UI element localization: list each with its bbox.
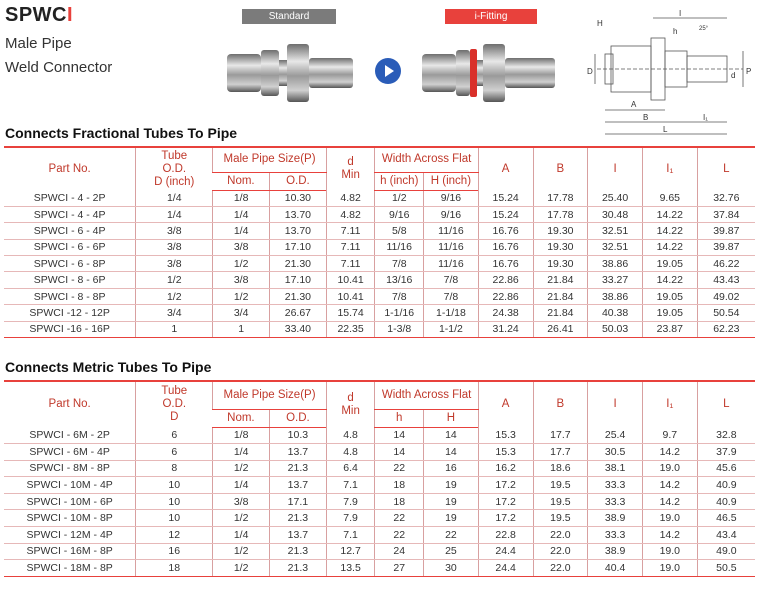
- table-cell: 22: [375, 510, 424, 527]
- table-cell: 21.3: [270, 510, 327, 527]
- table-cell: 21.84: [533, 288, 588, 304]
- header-I: I: [588, 381, 643, 427]
- table-cell: 21.3: [270, 460, 327, 477]
- part-number-cell: SPWCI - 8 - 8P: [4, 288, 136, 304]
- dim-label-A: A: [631, 100, 637, 109]
- table-cell: 24.4: [478, 543, 533, 560]
- table-cell: 38.86: [588, 256, 643, 272]
- table-cell: 17.10: [270, 272, 327, 288]
- table-cell: 46.5: [697, 510, 755, 527]
- table-cell: 22: [375, 527, 424, 544]
- table-cell: 13.7: [270, 527, 327, 544]
- table-row: [4, 477, 755, 494]
- table-cell: 16.2: [478, 460, 533, 477]
- header-nom: Nom.: [213, 409, 270, 427]
- table-cell: 1/2: [375, 190, 424, 206]
- part-number-cell: SPWCI - 12M - 4P: [4, 527, 136, 544]
- table-cell: 21.3: [270, 560, 327, 577]
- table-cell: 19.30: [533, 223, 588, 239]
- table-row: [4, 444, 755, 461]
- table-cell: 9.65: [642, 190, 697, 206]
- table-cell: 7.1: [326, 477, 375, 494]
- table-cell: 14: [424, 427, 479, 444]
- table-cell: 18: [375, 493, 424, 510]
- table-row: [4, 460, 755, 477]
- header-od: O.D.: [270, 409, 327, 427]
- table-cell: 32.76: [697, 190, 755, 206]
- table-cell: 11/16: [424, 223, 479, 239]
- table-cell: 37.84: [697, 206, 755, 222]
- table-cell: 24: [375, 543, 424, 560]
- part-number-cell: SPWCI - 6 - 4P: [4, 223, 136, 239]
- table-cell: 22: [424, 527, 479, 544]
- table-cell: 14.2: [642, 527, 697, 544]
- table-cell: 10.41: [326, 272, 375, 288]
- table-cell: 1/4: [213, 527, 270, 544]
- header-L: L: [697, 147, 755, 190]
- table-cell: 3/8: [136, 223, 213, 239]
- table-row: [4, 190, 755, 206]
- header-B: B: [533, 147, 588, 190]
- part-number-cell: SPWCI - 6 - 6P: [4, 239, 136, 255]
- table-cell: 19.0: [642, 460, 697, 477]
- table-row: [4, 493, 755, 510]
- table-cell: 15.24: [478, 206, 533, 222]
- table-cell: 19: [424, 493, 479, 510]
- dim-label-B: B: [643, 113, 649, 122]
- table-cell: 7.11: [326, 239, 375, 255]
- table-cell: 17.10: [270, 239, 327, 255]
- table-cell: 19.0: [642, 510, 697, 527]
- table-row: [4, 223, 755, 239]
- table-row: [4, 427, 755, 444]
- table-cell: 19.05: [642, 305, 697, 321]
- table-cell: 40.9: [697, 477, 755, 494]
- table-cell: 15.74: [326, 305, 375, 321]
- header-I1: I₁: [642, 147, 697, 190]
- header-L: L: [697, 381, 755, 427]
- table-cell: 25: [424, 543, 479, 560]
- table-row: [4, 288, 755, 304]
- table-cell: 18: [136, 560, 213, 577]
- table-cell: 1-1/2: [424, 321, 479, 337]
- table-cell: 50.5: [697, 560, 755, 577]
- table-row: [4, 272, 755, 288]
- table-cell: 5/8: [375, 223, 424, 239]
- table-cell: 16.76: [478, 256, 533, 272]
- table-cell: 7/8: [424, 288, 479, 304]
- table-cell: 49.02: [697, 288, 755, 304]
- table-cell: 11/16: [424, 239, 479, 255]
- part-number-cell: SPWCI - 8M - 8P: [4, 460, 136, 477]
- title-accent: I: [67, 4, 74, 26]
- table-cell: 9.7: [642, 427, 697, 444]
- table-cell: 45.6: [697, 460, 755, 477]
- header-d-min: d Min: [326, 381, 375, 427]
- table-cell: 31.24: [478, 321, 533, 337]
- header-male-pipe-size: Male Pipe Size(P): [213, 381, 327, 409]
- play-arrow-icon: [375, 58, 401, 84]
- table-cell: 9/16: [424, 206, 479, 222]
- header-part-no: Part No.: [4, 381, 136, 427]
- table-cell: 21.3: [270, 543, 327, 560]
- table-cell: 30.5: [588, 444, 643, 461]
- header-H: H (inch): [424, 172, 479, 190]
- title-main: SPWC: [5, 4, 67, 26]
- table-cell: 1/2: [213, 460, 270, 477]
- table-cell: 3/4: [136, 305, 213, 321]
- table-cell: 23.87: [642, 321, 697, 337]
- part-number-cell: SPWCI - 10M - 4P: [4, 477, 136, 494]
- table-cell: 14.22: [642, 223, 697, 239]
- table-cell: 7/8: [424, 272, 479, 288]
- table-cell: 39.87: [697, 239, 755, 255]
- header-tube-od: Tube O.D. D (inch): [136, 147, 213, 190]
- table-cell: 19.05: [642, 288, 697, 304]
- header-I: I: [588, 147, 643, 190]
- table-cell: 3/8: [136, 239, 213, 255]
- table-cell: 30: [424, 560, 479, 577]
- part-number-cell: SPWCI - 6M - 2P: [4, 427, 136, 444]
- table-cell: 16.76: [478, 223, 533, 239]
- standard-fitting-image: [225, 40, 355, 106]
- table-cell: 40.4: [588, 560, 643, 577]
- table-cell: 22.0: [533, 527, 588, 544]
- table-cell: 6.4: [326, 460, 375, 477]
- table-cell: 19.5: [533, 477, 588, 494]
- table-cell: 1/8: [213, 427, 270, 444]
- table-cell: 46.22: [697, 256, 755, 272]
- table-cell: 32.8: [697, 427, 755, 444]
- header-nom: Nom.: [213, 172, 270, 190]
- subtitle-line-1: Male Pipe: [5, 35, 72, 52]
- header-width-across-flat: Width Across Flat: [375, 147, 478, 172]
- table-cell: 13.70: [270, 223, 327, 239]
- table-cell: 3/8: [213, 272, 270, 288]
- table-cell: 27: [375, 560, 424, 577]
- table-cell: 3/8: [213, 493, 270, 510]
- header-d-min: d Min: [326, 147, 375, 190]
- table-cell: 24.4: [478, 560, 533, 577]
- table-cell: 19.5: [533, 493, 588, 510]
- table-cell: 16: [136, 543, 213, 560]
- table-cell: 1/2: [213, 543, 270, 560]
- table-cell: 22: [375, 460, 424, 477]
- subtitle-line-2: Weld Connector: [5, 59, 113, 76]
- table-cell: 62.23: [697, 321, 755, 337]
- table-cell: 26.41: [533, 321, 588, 337]
- dim-label-h: h: [673, 27, 678, 36]
- table-cell: 7.1: [326, 527, 375, 544]
- table-cell: 14.22: [642, 272, 697, 288]
- table-cell: 16: [424, 460, 479, 477]
- part-number-cell: SPWCI - 4 - 2P: [4, 190, 136, 206]
- header-h: h: [375, 409, 424, 427]
- table-cell: 1/2: [213, 288, 270, 304]
- table-cell: 11/16: [375, 239, 424, 255]
- table-cell: 4.82: [326, 206, 375, 222]
- fractional-table: [4, 146, 755, 338]
- table-cell: 9/16: [375, 206, 424, 222]
- table-row: [4, 527, 755, 544]
- table-cell: 33.27: [588, 272, 643, 288]
- table-cell: 33.3: [588, 493, 643, 510]
- table-cell: 21.84: [533, 305, 588, 321]
- table-cell: 26.67: [270, 305, 327, 321]
- table-cell: 33.3: [588, 527, 643, 544]
- part-number-cell: SPWCI - 8 - 6P: [4, 272, 136, 288]
- table-cell: 1-1/18: [424, 305, 479, 321]
- table-cell: 10.41: [326, 288, 375, 304]
- table-cell: 14.2: [642, 493, 697, 510]
- table-cell: 3/8: [213, 239, 270, 255]
- table-cell: 17.7: [533, 444, 588, 461]
- table-cell: 18: [375, 477, 424, 494]
- table-cell: 38.86: [588, 288, 643, 304]
- header-tube-od: Tube O.D. D: [136, 381, 213, 427]
- product-title: [5, 4, 73, 27]
- table-cell: 10: [136, 510, 213, 527]
- part-number-cell: SPWCI - 6M - 4P: [4, 444, 136, 461]
- dimension-drawing: [583, 6, 755, 140]
- table-cell: 1/4: [136, 206, 213, 222]
- table-cell: 17.78: [533, 206, 588, 222]
- dim-label-D: D: [587, 67, 593, 76]
- dim-label-H: H: [597, 19, 603, 28]
- table-cell: 7/8: [375, 288, 424, 304]
- table-cell: 13.5: [326, 560, 375, 577]
- table-cell: 14.2: [642, 444, 697, 461]
- table-cell: 7/8: [375, 256, 424, 272]
- header-od: O.D.: [270, 172, 327, 190]
- part-number-cell: SPWCI - 4 - 4P: [4, 206, 136, 222]
- table-cell: 14.22: [642, 239, 697, 255]
- dim-label-angle: 25°: [699, 26, 709, 32]
- table-cell: 4.8: [326, 427, 375, 444]
- table-cell: 8: [136, 460, 213, 477]
- table-row: [4, 543, 755, 560]
- table-cell: 1/4: [213, 477, 270, 494]
- header-I1: I₁: [642, 381, 697, 427]
- fractional-section-title: Connects Fractional Tubes To Pipe: [5, 125, 238, 141]
- table-cell: 22.86: [478, 272, 533, 288]
- table-cell: 4.82: [326, 190, 375, 206]
- table-cell: 22.0: [533, 560, 588, 577]
- table-cell: 17.2: [478, 510, 533, 527]
- ifitting-image: [420, 40, 560, 106]
- header-width-across-flat: Width Across Flat: [375, 381, 478, 409]
- header-A: A: [478, 147, 533, 190]
- header-h: h (inch): [375, 172, 424, 190]
- table-cell: 1: [136, 321, 213, 337]
- table-cell: 1/4: [213, 223, 270, 239]
- table-row: [4, 206, 755, 222]
- table-cell: 1-1/16: [375, 305, 424, 321]
- table-cell: 1/4: [136, 190, 213, 206]
- table-cell: 12.7: [326, 543, 375, 560]
- dim-label-L: L: [663, 125, 668, 134]
- table-cell: 11/16: [424, 256, 479, 272]
- table-cell: 10.3: [270, 427, 327, 444]
- part-number-cell: SPWCI -16 - 16P: [4, 321, 136, 337]
- table-cell: 38.9: [588, 510, 643, 527]
- table-cell: 14.22: [642, 206, 697, 222]
- table-cell: 43.43: [697, 272, 755, 288]
- table-cell: 16.76: [478, 239, 533, 255]
- table-cell: 3/8: [136, 256, 213, 272]
- table-cell: 14: [424, 444, 479, 461]
- table-cell: 17.78: [533, 190, 588, 206]
- table-cell: 1/4: [213, 206, 270, 222]
- table-cell: 1/2: [136, 272, 213, 288]
- table-cell: 19.05: [642, 256, 697, 272]
- table-cell: 38.1: [588, 460, 643, 477]
- table-cell: 4.8: [326, 444, 375, 461]
- dim-label-I: I: [679, 9, 682, 18]
- table-row: [4, 560, 755, 577]
- table-cell: 19.0: [642, 560, 697, 577]
- metric-table: [4, 380, 755, 577]
- table-cell: 14: [375, 444, 424, 461]
- table-cell: 22.0: [533, 543, 588, 560]
- table-cell: 10: [136, 493, 213, 510]
- table-cell: 19.0: [642, 543, 697, 560]
- table-cell: 32.51: [588, 223, 643, 239]
- table-row: [4, 256, 755, 272]
- table-row: [4, 510, 755, 527]
- table-row: [4, 239, 755, 255]
- table-cell: 19.30: [533, 239, 588, 255]
- table-cell: 17.2: [478, 477, 533, 494]
- part-number-cell: SPWCI - 10M - 6P: [4, 493, 136, 510]
- table-cell: 40.38: [588, 305, 643, 321]
- table-cell: 14: [375, 427, 424, 444]
- table-cell: 17.2: [478, 493, 533, 510]
- ifitting-tag: i-Fitting: [445, 9, 537, 24]
- dim-label-I1: I₁: [703, 113, 708, 122]
- table-cell: 1: [213, 321, 270, 337]
- header-H: H: [424, 409, 479, 427]
- header-male-pipe-size: Male Pipe Size(P): [213, 147, 327, 172]
- table-row: [4, 305, 755, 321]
- table-cell: 38.9: [588, 543, 643, 560]
- table-cell: 17.1: [270, 493, 327, 510]
- table-cell: 1/4: [213, 444, 270, 461]
- table-cell: 22.8: [478, 527, 533, 544]
- table-cell: 6: [136, 427, 213, 444]
- table-cell: 1/2: [213, 510, 270, 527]
- table-cell: 14.2: [642, 477, 697, 494]
- table-cell: 40.9: [697, 493, 755, 510]
- table-cell: 13.70: [270, 206, 327, 222]
- table-cell: 25.40: [588, 190, 643, 206]
- table-cell: 37.9: [697, 444, 755, 461]
- table-cell: 6: [136, 444, 213, 461]
- table-cell: 43.4: [697, 527, 755, 544]
- table-cell: 13.7: [270, 477, 327, 494]
- table-cell: 17.7: [533, 427, 588, 444]
- table-cell: 32.51: [588, 239, 643, 255]
- table-cell: 12: [136, 527, 213, 544]
- table-cell: 15.24: [478, 190, 533, 206]
- table-cell: 1/2: [136, 288, 213, 304]
- table-cell: 1/8: [213, 190, 270, 206]
- table-cell: 1/2: [213, 560, 270, 577]
- part-number-cell: SPWCI - 18M - 8P: [4, 560, 136, 577]
- table-cell: 25.4: [588, 427, 643, 444]
- table-cell: 1-3/8: [375, 321, 424, 337]
- table-cell: 21.30: [270, 256, 327, 272]
- table-row: [4, 321, 755, 337]
- table-cell: 50.54: [697, 305, 755, 321]
- header-A: A: [478, 381, 533, 427]
- standard-tag: Standard: [242, 9, 336, 24]
- table-cell: 22.35: [326, 321, 375, 337]
- table-cell: 10.30: [270, 190, 327, 206]
- table-cell: 30.48: [588, 206, 643, 222]
- table-cell: 49.0: [697, 543, 755, 560]
- header-B: B: [533, 381, 588, 427]
- table-cell: 50.03: [588, 321, 643, 337]
- table-cell: 19: [424, 477, 479, 494]
- metric-section-title: Connects Metric Tubes To Pipe: [5, 359, 212, 375]
- table-cell: 7.9: [326, 510, 375, 527]
- table-cell: 1/2: [213, 256, 270, 272]
- table-cell: 7.11: [326, 223, 375, 239]
- table-cell: 9/16: [424, 190, 479, 206]
- part-number-cell: SPWCI - 10M - 8P: [4, 510, 136, 527]
- dim-label-P: P: [746, 67, 752, 76]
- table-cell: 19.5: [533, 510, 588, 527]
- table-cell: 18.6: [533, 460, 588, 477]
- dim-label-d: d: [731, 71, 736, 80]
- part-number-cell: SPWCI -12 - 12P: [4, 305, 136, 321]
- table-cell: 19: [424, 510, 479, 527]
- table-cell: 19.30: [533, 256, 588, 272]
- part-number-cell: SPWCI - 6 - 8P: [4, 256, 136, 272]
- table-cell: 15.3: [478, 427, 533, 444]
- table-cell: 21.30: [270, 288, 327, 304]
- table-cell: 13/16: [375, 272, 424, 288]
- table-cell: 24.38: [478, 305, 533, 321]
- table-cell: 33.40: [270, 321, 327, 337]
- part-number-cell: SPWCI - 16M - 8P: [4, 543, 136, 560]
- table-cell: 3/4: [213, 305, 270, 321]
- table-cell: 15.3: [478, 444, 533, 461]
- table-cell: 21.84: [533, 272, 588, 288]
- table-cell: 7.11: [326, 256, 375, 272]
- table-cell: 39.87: [697, 223, 755, 239]
- table-cell: 10: [136, 477, 213, 494]
- table-cell: 7.9: [326, 493, 375, 510]
- table-cell: 13.7: [270, 444, 327, 461]
- header-part-no: Part No.: [4, 147, 136, 190]
- table-cell: 33.3: [588, 477, 643, 494]
- table-cell: 22.86: [478, 288, 533, 304]
